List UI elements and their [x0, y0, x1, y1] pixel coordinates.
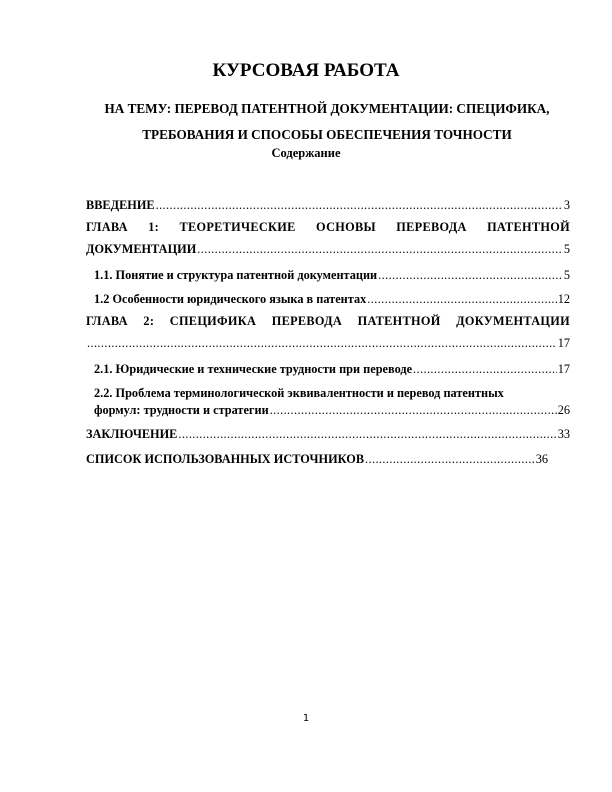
toc-entry-label-line-1: ГЛАВА 1: ТЕОРЕТИЧЕСКИЕ ОСНОВЫ ПЕРЕВОДА ПАТЕНТНОЙ [86, 220, 570, 234]
toc-entry-page: 26 [557, 403, 570, 417]
document-title: КУРСОВАЯ РАБОТА [212, 60, 400, 81]
toc-entry-section-2-2 [86, 386, 570, 418]
toc-entry-section-1-1 [86, 268, 570, 283]
dot-leader [365, 452, 535, 467]
toc-entry-label: ВВЕДЕНИЕ [86, 198, 155, 212]
toc-entry-page: 5 [563, 242, 570, 256]
dot-leader [87, 336, 557, 351]
toc-entry-page: 33 [557, 427, 570, 441]
subtitle-line-1: НА ТЕМУ: ПЕРЕВОД ПАТЕНТНОЙ ДОКУМЕНТАЦИИ: СПЕЦИФИКА, [104, 101, 550, 116]
dot-leader [367, 292, 556, 307]
toc-entry-section-1-2 [86, 292, 570, 307]
toc-entry-label: СПИСОК ИСПОЛЬЗОВАННЫХ ИСТОЧНИКОВ [86, 452, 365, 466]
toc-entry-page: 36 [535, 452, 548, 466]
toc-entry-label-line-1: 2.2. Проблема терминологической эквивалентности и перевод патентных [94, 386, 504, 400]
toc-entry-label: 1.2 Особенности юридического языка в патентах [94, 292, 367, 306]
toc-entry-chapter-1 [86, 220, 570, 257]
dot-leader [270, 403, 557, 418]
toc-entry-page: 3 [563, 198, 570, 212]
toc-entry-page: 5 [563, 268, 570, 282]
subtitle-line-2: ТРЕБОВАНИЯ И СПОСОБЫ ОБЕСПЕЧЕНИЯ ТОЧНОСТИ [142, 127, 512, 142]
toc-entry-sources [86, 452, 548, 467]
toc-entry-intro [86, 198, 570, 213]
toc-entry-label: ЗАКЛЮЧЕНИЕ [86, 427, 178, 441]
toc-entry-label-line-2: ДОКУМЕНТАЦИИ [86, 242, 197, 256]
dot-leader [378, 268, 563, 283]
toc-entry-label: 1.1. Понятие и структура патентной документации [94, 268, 378, 282]
toc-entry-conclusion [86, 427, 570, 442]
toc-entry-label: ГЛАВА 2: СПЕЦИФИКА ПЕРЕВОДА ПАТЕНТНОЙ ДОКУМЕНТАЦИИ [86, 314, 570, 328]
toc-entry-chapter-2 [86, 314, 570, 351]
dot-leader [178, 427, 556, 442]
toc-entry-page: 17 [557, 362, 570, 376]
document-subtitle [84, 96, 570, 148]
dot-leader [197, 242, 563, 257]
toc-entry-page: 12 [557, 292, 570, 306]
dot-leader [156, 198, 563, 213]
contents-heading: Содержание [271, 146, 341, 160]
toc-entry-section-2-1 [86, 362, 570, 377]
toc-entry-label-line-2: формул: трудности и стратегии [94, 403, 269, 417]
toc-entry-page: 17 [557, 336, 570, 350]
page-number: 1 [302, 713, 310, 724]
toc-entry-label: 2.1. Юридические и технические трудности при переводе [94, 362, 413, 376]
dot-leader [413, 362, 557, 377]
